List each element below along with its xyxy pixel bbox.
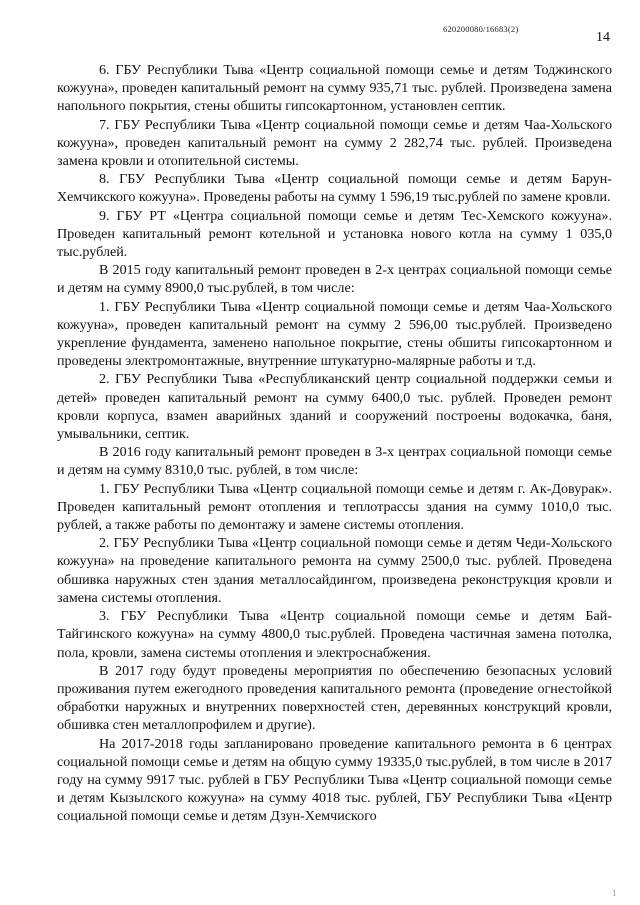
paragraph-2015-intro: В 2015 году капитальный ремонт проведен в 2-х центрах социальной помощи семье и детям на сумму 8900,0 тыс.рублей, в том числе: [57, 262, 612, 297]
paragraph-2016-item-3: 3. ГБУ Республики Тыва «Центр социальной помощи семье и детям Бай-Тайгинского кожууна» на сумму 4800,0 тыс.рублей. Проведена частичная замена потолка, пола, кровли, замена системы отопления и электроснабжения. [57, 608, 612, 661]
document-number: 620200080/16683(2) [443, 24, 519, 34]
paragraph-2015-item-1: 1. ГБУ Республики Тыва «Центр социальной помощи семье и детям Чаа-Хольского кожууна», проведен капитальный ремонт на сумму 2 596,00 тыс.рублей. Произведено укрепление фундамента, заменено напольное покрытие, стены обшиты гипсокартонном и проведены электромонтажные, внутренние штукатурно-малярные работы и т.д. [57, 298, 612, 370]
paragraph-item-7-chaa-kholsky: 7. ГБУ Республики Тыва «Центр социальной помощи семье и детям Чаа-Хольского кожууна», проведен капитальный ремонт на сумму 2 282,74 тыс. рублей. Произведена замена кровли и отопительной системы. [57, 116, 612, 170]
paragraph-2016-item-2: 2. ГБУ Республики Тыва «Центр социальной помощи семье и детям Чеди-Хольского кожууна» на проведение капитального ремонта на сумму 2500,0 тыс. рублей. Проведена обшивка наружных стен здания металлосайдингом, произведена реконструкция кровли и замена системы отопления. [57, 535, 612, 606]
paragraph-2016-intro: В 2016 году капитальный ремонт проведен в 3-х центрах социальной помощи семье и детям на сумму 8310,0 тыс. рублей, в том числе: [57, 444, 612, 479]
paragraph-2017-2018-plans: На 2017-2018 годы запланировано проведение капитального ремонта в 6 центрах социальной помощи семье и детям на общую сумму 19335,0 тыс.рублей, в том числе в 2017 году на сумму 9917 тыс. рублей в ГБУ Республики Тыва «Центр социальной помощи семье и детям Кызылского кожууна» на сумму 4018 тыс. рублей, ГБУ Республики Тыва «Центр социальной помощи семье и детям Дзун-Хемчиского [57, 735, 612, 825]
paragraph-item-9-tes-khemsky: 9. ГБУ РТ «Центра социальной помощи семье и детям Тес-Хемского кожууна». Проведен капитальный ремонт котельной и установка нового котла на сумму 1 035,0 тыс.рублей. [57, 207, 612, 261]
paragraph-item-8-barun-khemchiksky: 8. ГБУ Республики Тыва «Центр социальной помощи семье и детям Барун-Хемчикского кожууна». Проведены работы на сумму 1 596,19 тыс.рублей по замене кровли. [57, 171, 612, 206]
paragraph-2015-item-2: 2. ГБУ Республики Тыва «Республиканский центр социальной поддержки семьи и детей» проведен капитальный ремонт на сумму 6400,0 тыс. рублей. Проведен ремонт кровли корпуса, взамен аварийных зданий и сооружений построены водокачка, баня, умывальники, септик. [57, 371, 612, 443]
paragraph-2017-plans: В 2017 году будут проведены мероприятия по обеспечению безопасных условий проживания путем ежегодного проведения капитального ремонта (проведение огнестойкой обработки наружных и внутренних поверхностей стен, деревянных конструкций кровли, обшивка стен металлопрофилем и другие). [57, 662, 612, 734]
scan-mark: 1 [612, 888, 617, 898]
document-body [57, 61, 612, 826]
paragraph-item-6-tozhinsky: 6. ГБУ Республики Тыва «Центр социальной помощи семье и детям Тоджинского кожууна», проведен капитальный ремонт на сумму 935,71 тыс. рублей. Произведена замена напольного покрытия, стены обшиты гипсокартонном, установлен септик. [57, 62, 612, 115]
page-number: 14 [596, 30, 610, 45]
paragraph-2016-item-1: 1. ГБУ Республики Тыва «Центр социальной помощи семье и детям г. Ак-Довурак». Проведен капитальный ремонт отопления и теплотрассы здания на сумму 1010,0 тыс. рублей, а также работы по демонтажу и замене системы отопления. [57, 480, 612, 534]
